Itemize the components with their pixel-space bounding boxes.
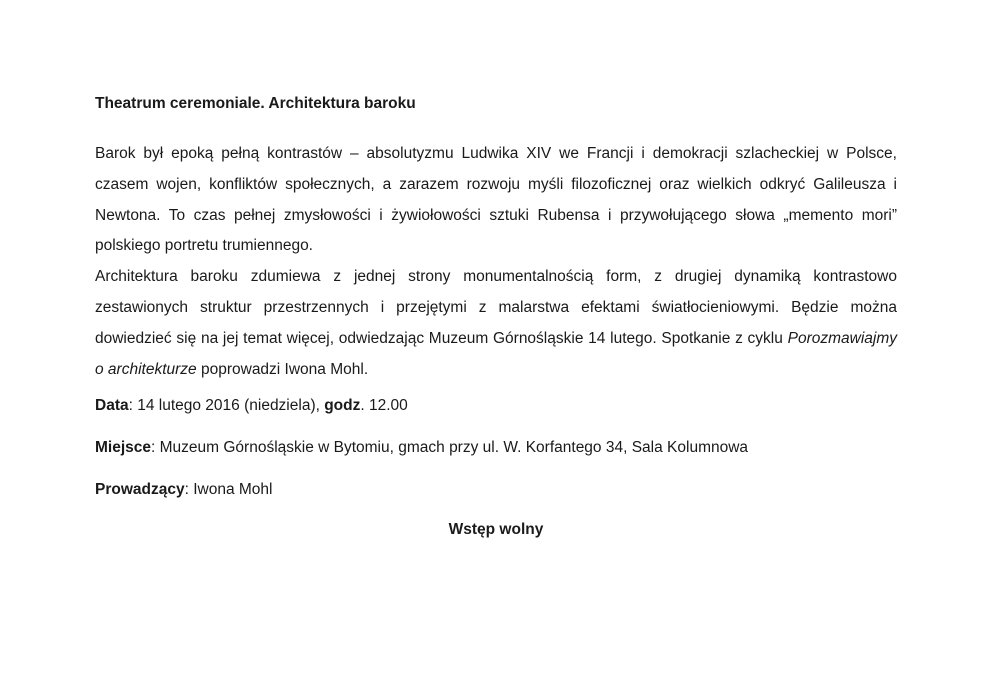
document-title: Theatrum ceremoniale. Architektura baroku: [95, 95, 416, 112]
time-label: godz: [324, 397, 361, 415]
paragraph-architecture: [95, 262, 897, 385]
date-value: : 14 lutego 2016 (niedziela),: [128, 397, 325, 415]
document-page: [95, 93, 897, 541]
date-line: [95, 395, 897, 417]
date-label: Data: [95, 397, 129, 415]
time-value: . 12.00: [360, 397, 408, 415]
host-value: : Iwona Mohl: [184, 481, 273, 499]
place-label: Miejsce: [95, 439, 152, 457]
paragraph-architecture-end: poprowadzi Iwona Mohl.: [196, 360, 369, 378]
series-title: Porozmawiajmy o architekturze: [95, 329, 897, 378]
paragraph-intro: Barok był epoką pełną kontrastów – absolutyzmu Ludwika XIV we Francji i demokracji szlacheckiej w Polsce, czasem wojen, konfliktów społecznych, a zarazem rozwoju myśli filozoficznej oraz wielkich odkryć Galileusza i Newtona. To czas pełnej zmysłowości i żywiołowości sztuki Rubensa i przywołującego słowa „memento mori” polskiego portretu trumiennego.: [95, 145, 897, 255]
place-line: [95, 437, 897, 459]
host-label: Prowadzący: [95, 481, 185, 499]
place-value: : Muzeum Górnośląskie w Bytomiu, gmach przy ul. W. Korfantego 34, Sala Kolumnowa: [151, 439, 749, 457]
free-entry-note: Wstęp wolny: [448, 521, 544, 539]
host-line: [95, 479, 897, 501]
paragraph-architecture-start: Architektura baroku zdumiewa z jednej strony monumentalnością form, z drugiej dynamiką kontrastowo zestawionych struktur przestrzennych i przejętymi z malarstwa efektami światłocieniowymi. Będzie można dowiedzieć się na jej temat więcej, odwiedzając Muzeum Górnośląskie 14 lutego. Spotkanie z cyklu: [95, 268, 897, 347]
